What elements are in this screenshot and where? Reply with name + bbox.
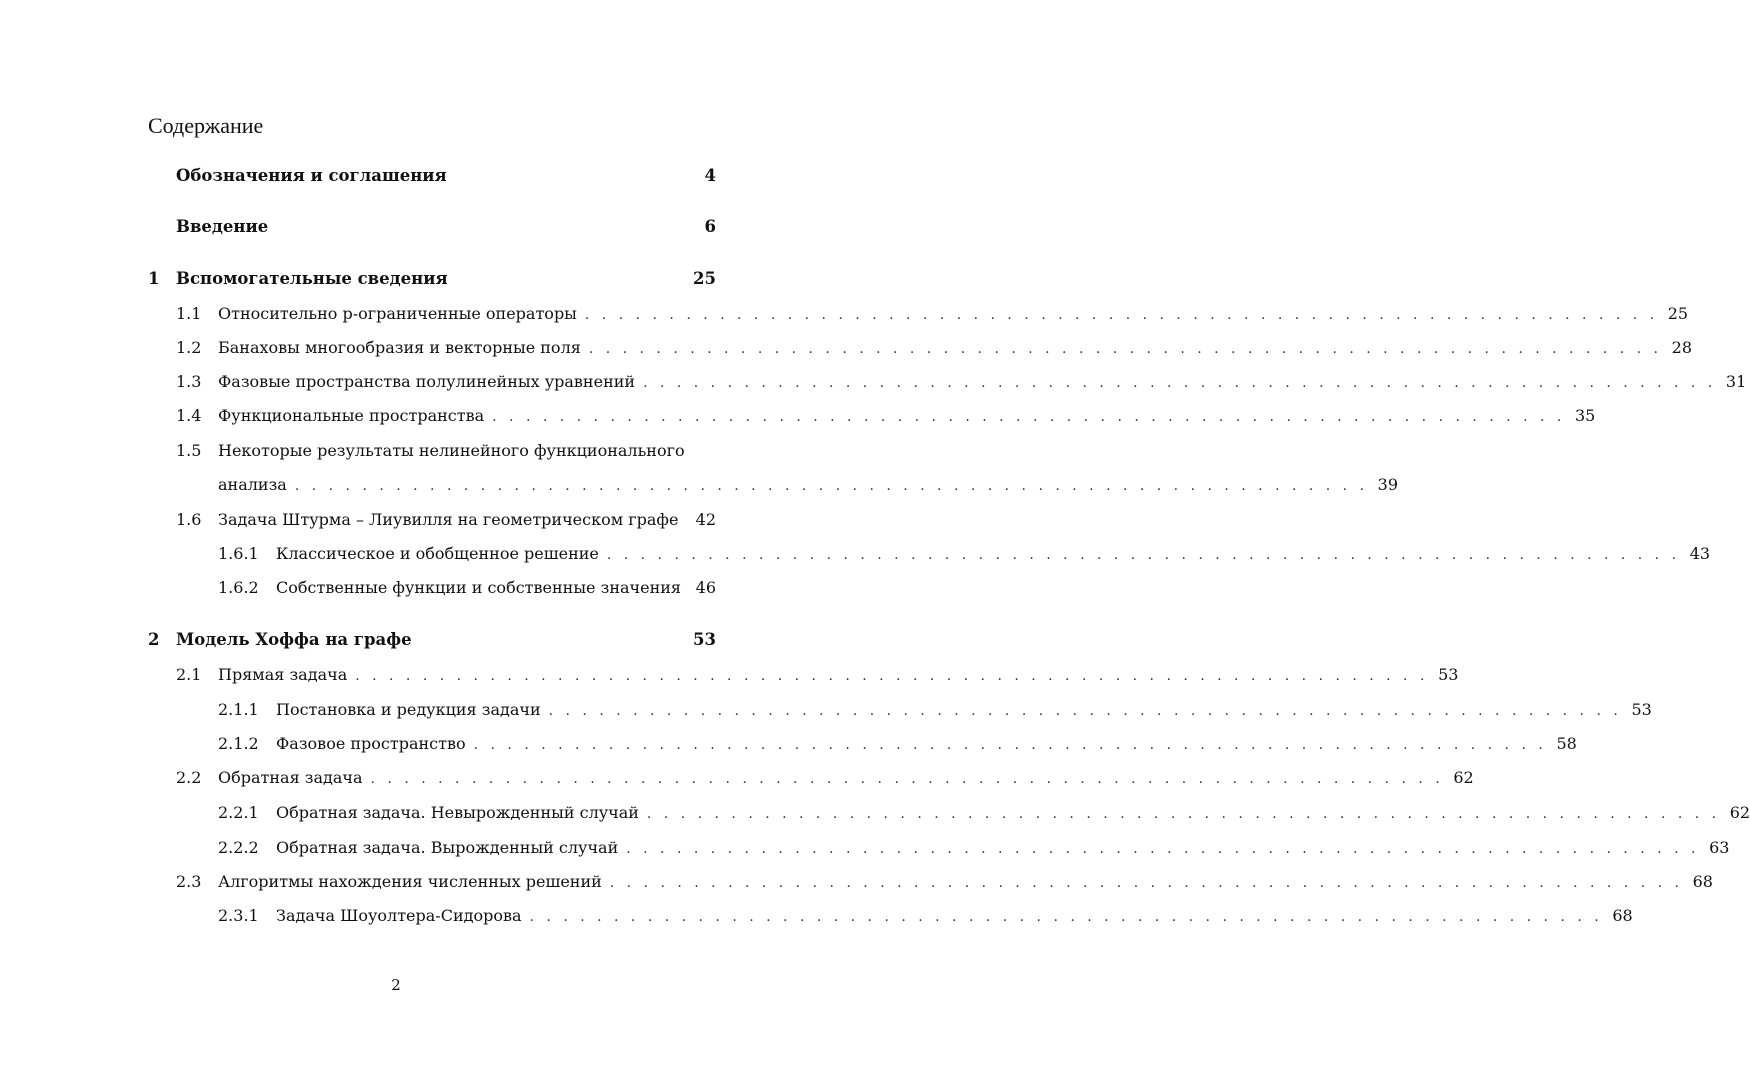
toc-entry-title: Фазовые пространства полулинейных уравнений — [218, 372, 636, 391]
toc-entry[interactable] — [148, 544, 1711, 563]
toc-entry-title: Собственные функции и собственные значения — [276, 578, 681, 597]
toc-entry-number: 2.1.1 — [218, 700, 259, 719]
toc-entry-number: 1.2 — [176, 338, 202, 357]
toc-entry-number: 1.5 — [176, 441, 202, 460]
toc-entry-page: 31 — [1725, 372, 1747, 391]
dot-leader: . . . . . . . . . . . . . . . . . . . . . . . . . . . . . . . . . . . . . . . . . . . . . . . . . . . . . . . . . . . . . . . . — [355, 668, 1429, 684]
toc-entry-number: 2.3 — [176, 872, 202, 891]
toc-entry[interactable] — [148, 906, 1633, 925]
toc-entry-continuation — [218, 475, 1399, 494]
toc-entry[interactable] — [148, 838, 1730, 857]
toc-entry[interactable] — [148, 803, 1750, 822]
toc-entry-page: 43 — [1689, 544, 1711, 563]
dot-leader: . . . . . . . . . . . . . . . . . . . . . . . . . . . . . . . . . . . . . . . . . . . . . . . . . . . . . . . . . . . . . . . . — [370, 771, 1444, 787]
toc-entry-number: 1.1 — [176, 304, 202, 323]
toc-entry-page: 68 — [1692, 872, 1713, 891]
toc-entry-number: 2.2.1 — [218, 803, 259, 822]
toc-entry-number: 2.1 — [176, 665, 202, 684]
toc-entry-title: Некоторые результаты нелинейного функционального — [218, 441, 685, 460]
toc-entry-number: 2.2.2 — [218, 838, 259, 857]
toc-entry-page: 35 — [1574, 406, 1596, 425]
toc-entry-page: 39 — [1377, 475, 1399, 494]
dot-leader: . . . . . . . . . . . . . . . . . . . . . . . . . . . . . . . . . . . . . . . . . . . . . . . . . . . . . . . . . . . . . . . . — [492, 409, 1566, 425]
toc-entry-title: Задача Штурма – Лиувилля на геометрическом графе — [218, 510, 679, 529]
dot-leader: . . . . . . . . . . . . . . . . . . . . . . . . . . . . . . . . . . . . . . . . . . . . . . . . . . . . . . . . . . . . . . . . — [626, 841, 1700, 857]
toc-entry-number: 1.6.2 — [218, 578, 259, 597]
dot-leader: . . . . . . . . . . . . . . . . . . . . . . . . . . . . . . . . . . . . . . . . . . . . . . . . . . . . . . . . . . . . . . . . — [584, 307, 1659, 323]
toc-entry-page: 25 — [1667, 304, 1689, 323]
toc-entry-title: Относительно p-ограниченные операторы — [218, 304, 577, 323]
toc-entry-number: 2 — [148, 630, 160, 649]
toc-entry[interactable] — [148, 372, 1747, 391]
toc-entry-title: Введение — [176, 217, 269, 236]
toc-entry-page: 58 — [1556, 734, 1577, 753]
toc-entry-page: 62 — [1729, 803, 1750, 822]
toc-entry-number: 1.6.1 — [218, 544, 259, 563]
dot-leader: . . . . . . . . . . . . . . . . . . . . . . . . . . . . . . . . . . . . . . . . . . . . . . . . . . . . . . . . . . . . . . . . — [294, 478, 1369, 494]
toc-entry[interactable] — [148, 872, 1713, 891]
toc-entry-page: 4 — [704, 166, 716, 185]
toc-entry-title: Обозначения и соглашения — [176, 166, 447, 185]
toc-entry[interactable] — [148, 632, 716, 649]
toc-entry-title: Постановка и редукция задачи — [276, 700, 541, 719]
toc-entry[interactable] — [148, 734, 1577, 753]
toc-entry[interactable] — [148, 406, 1596, 425]
toc-entry-page: 53 — [693, 630, 716, 649]
dot-leader: . . . . . . . . . . . . . . . . . . . . . . . . . . . . . . . . . . . . . . . . . . . . . . . . . . . . . . . . . . . . . . . . — [646, 806, 1721, 822]
toc-entry[interactable] — [148, 304, 1689, 323]
toc-entry-title: Обратная задача. Невырожденный случай — [276, 803, 639, 822]
toc-entry-page: 53 — [1438, 665, 1459, 684]
toc-entry[interactable] — [148, 512, 716, 528]
toc-entry-title: Алгоритмы нахождения численных решений — [218, 872, 602, 891]
toc-entry-number: 1.6 — [176, 510, 202, 529]
page-number: 2 — [391, 976, 401, 994]
toc-entry-page: 62 — [1453, 768, 1474, 787]
toc-entry-number: 1 — [148, 269, 160, 288]
toc-entry[interactable] — [148, 338, 1693, 357]
toc-entry-title-continued: анализа — [218, 475, 287, 494]
dot-leader: . . . . . . . . . . . . . . . . . . . . . . . . . . . . . . . . . . . . . . . . . . . . . . . . . . . . . . . . . . . . . . . . — [473, 737, 1547, 753]
toc-entry-title: Вспомогательные сведения — [176, 269, 448, 288]
toc-entry-page: 46 — [695, 578, 716, 597]
toc-entry[interactable] — [148, 768, 1474, 787]
toc-entry[interactable] — [148, 271, 716, 288]
toc-entry-number: 2.1.2 — [218, 734, 259, 753]
toc-entry-title: Прямая задача — [218, 665, 348, 684]
dot-leader: . . . . . . . . . . . . . . . . . . . . . . . . . . . . . . . . . . . . . . . . . . . . . . . . . . . . . . . . . . . . . . . . — [609, 875, 1683, 891]
toc-entry-title: Обратная задача — [218, 768, 363, 787]
toc-entry-page: 63 — [1709, 838, 1730, 857]
toc-entry[interactable] — [148, 580, 716, 596]
toc-entry-title: Банаховы многообразия и векторные поля — [218, 338, 581, 357]
toc-entry-page: 28 — [1671, 338, 1693, 357]
toc-entry-number: 2.2 — [176, 768, 202, 787]
toc-entry-page: 6 — [704, 217, 716, 236]
toc-entry-number: 1.4 — [176, 406, 202, 425]
toc-entry-title: Фазовое пространство — [276, 734, 466, 753]
page-title: Содержание — [148, 113, 264, 138]
toc-entry-page: 68 — [1612, 906, 1633, 925]
toc-entry[interactable] — [148, 219, 716, 236]
dot-leader: . . . . . . . . . . . . . . . . . . . . . . . . . . . . . . . . . . . . . . . . . . . . . . . . . . . . . . . . . . . . . . . . — [548, 703, 1622, 719]
toc-entry-number: 1.3 — [176, 372, 202, 391]
toc-entry[interactable] — [148, 168, 716, 185]
dot-leader: . . . . . . . . . . . . . . . . . . . . . . . . . . . . . . . . . . . . . . . . . . . . . . . . . . . . . . . . . . . . . . . . — [643, 375, 1717, 391]
toc-entry[interactable] — [148, 665, 1459, 684]
dot-leader: . . . . . . . . . . . . . . . . . . . . . . . . . . . . . . . . . . . . . . . . . . . . . . . . . . . . . . . . . . . . . . . . — [588, 341, 1663, 357]
toc-entry-title: Обратная задача. Вырожденный случай — [276, 838, 619, 857]
dot-leader: . . . . . . . . . . . . . . . . . . . . . . . . . . . . . . . . . . . . . . . . . . . . . . . . . . . . . . . . . . . . . . . . — [606, 547, 1681, 563]
toc-entry-title: Модель Хоффа на графе — [176, 630, 412, 649]
toc-entry-page: 25 — [693, 269, 716, 288]
dot-leader: . . . . . . . . . . . . . . . . . . . . . . . . . . . . . . . . . . . . . . . . . . . . . . . . . . . . . . . . . . . . . . . . — [529, 909, 1603, 925]
toc-entry-page: 42 — [695, 510, 716, 529]
toc-entry[interactable] — [148, 700, 1652, 719]
toc-entry-number: 2.3.1 — [218, 906, 259, 925]
toc-entry-title: Функциональные пространства — [218, 406, 485, 425]
toc-entry-page: 53 — [1631, 700, 1652, 719]
toc-entry[interactable] — [148, 443, 716, 459]
toc-entry-title: Классическое и обобщенное решение — [276, 544, 599, 563]
toc-entry-title: Задача Шоуолтера-Сидорова — [276, 906, 522, 925]
